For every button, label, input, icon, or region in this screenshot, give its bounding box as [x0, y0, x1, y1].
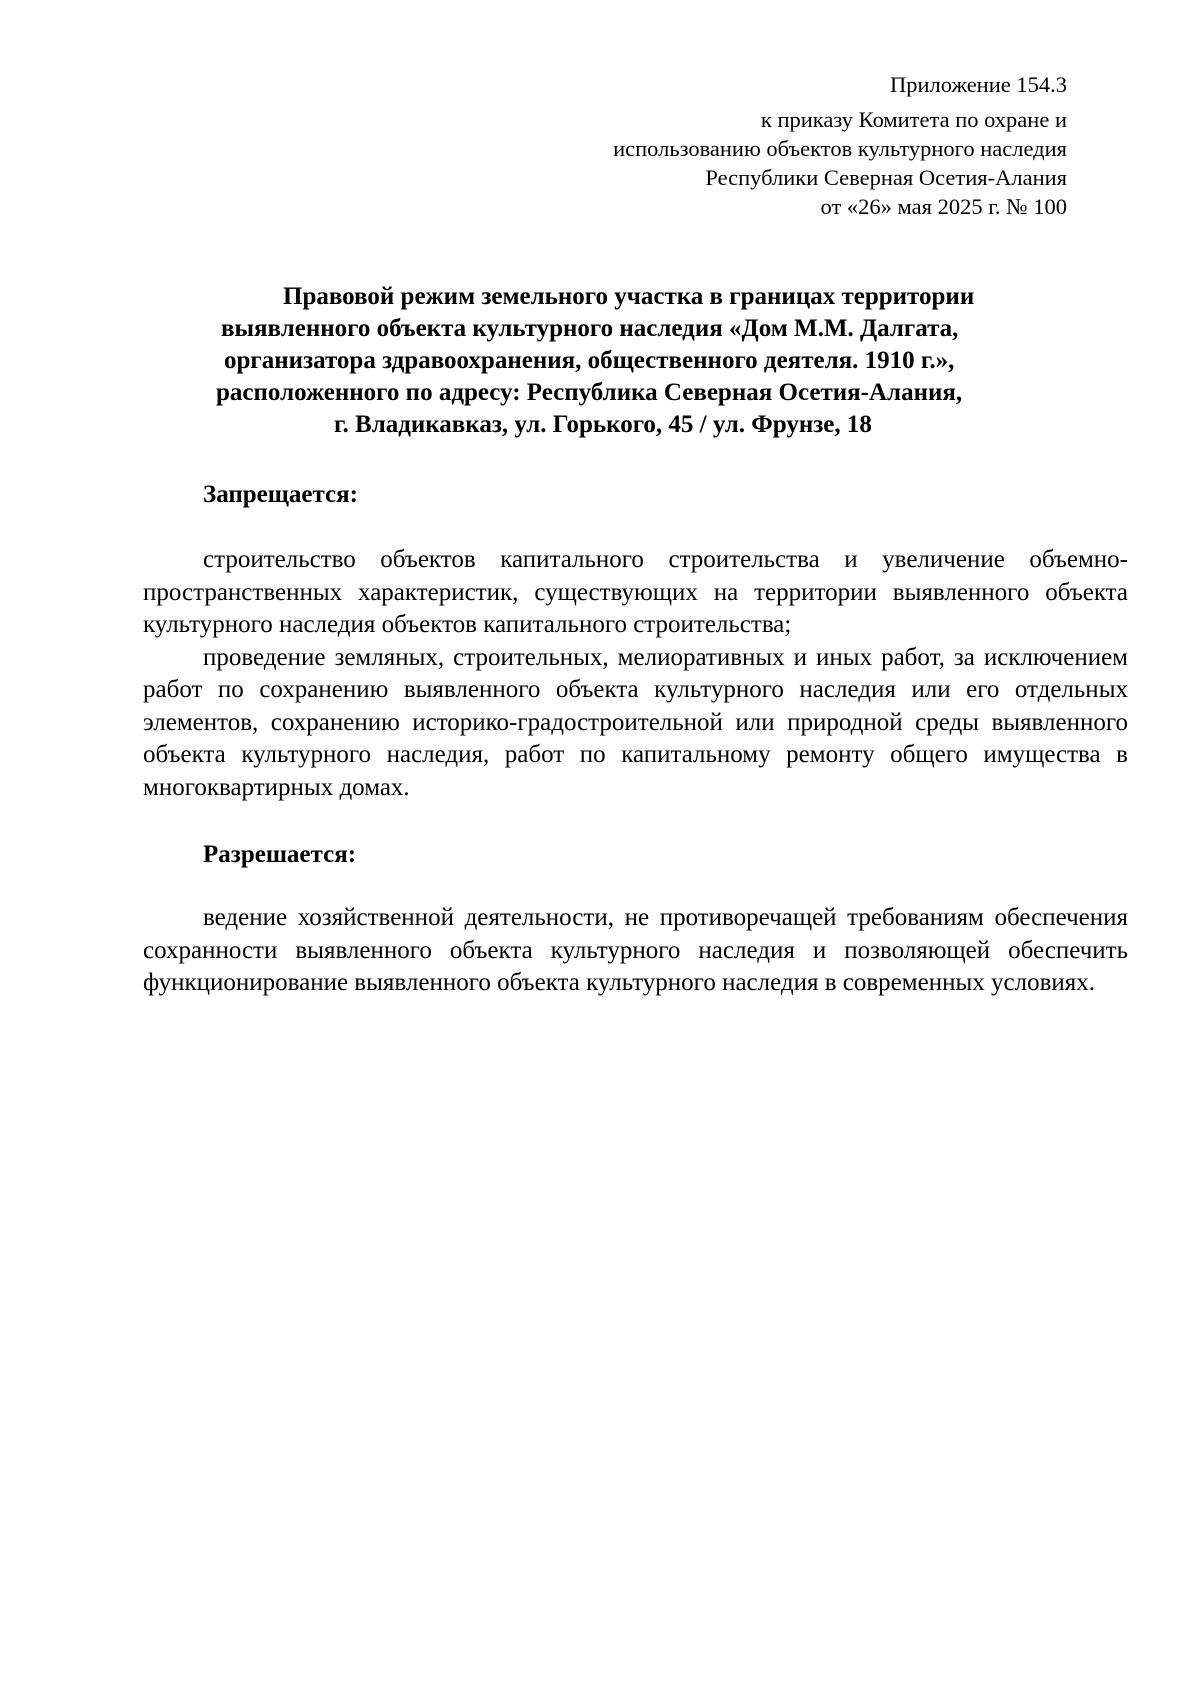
allowed-section: [143, 902, 1128, 1000]
title-line-3: организатора здравоохранения, общественного деятеля. 1910 г.»,: [224, 347, 955, 374]
title-line-1: Правовой режим земельного участка в границах территории: [283, 283, 975, 310]
allowed-heading: Разрешается:: [203, 841, 357, 868]
order-reference-line-1: к приказу Комитета по охране и: [760, 107, 1067, 132]
appendix-number: Приложение 154.3: [889, 72, 1067, 97]
title-line-5: г. Владикавказ, ул. Горького, 45 / ул. Фрунзе, 18: [334, 411, 872, 438]
document-title: [190, 281, 1060, 441]
prohibited-section: [143, 544, 1128, 804]
title-line-2: выявленного объекта культурного наследия «Дом М.М. Далгата,: [221, 315, 959, 342]
order-reference-line-2: использованию объектов культурного наследия: [613, 136, 1067, 161]
allowed-item-1: ведение хозяйственной деятельности, не противоречащей требованиям обеспечения сохранности выявленного объекта культурного наследия и позволяющей обеспечить функционирование выявленного объекта культурного наследия в современных условиях.: [143, 904, 1128, 996]
order-reference-line-3: Республики Северная Осетия-Алания: [705, 165, 1067, 190]
prohibited-item-1: строительство объектов капитального строительства и увеличение объемно-пространственных характеристик, существующих на территории выявленного объекта культурного наследия объектов капитального строительства;: [143, 546, 1128, 638]
title-line-4: расположенного по адресу: Республика Северная Осетия-Алания,: [216, 379, 963, 406]
approval-header: [467, 70, 1067, 221]
prohibited-heading: Запрещается:: [203, 481, 359, 508]
order-date: от «26» мая 2025 г. № 100: [820, 194, 1067, 219]
prohibited-item-2: проведение земляных, строительных, мелиоративных и иных работ, за исключением работ по сохранению выявленного объекта культурного наследия или его отдельных элементов, сохранению историко-градостроительной или природной среды выявленного объекта культурного наследия, работ по капитальному ремонту общего имущества в многоквартирных домах.: [143, 643, 1128, 801]
